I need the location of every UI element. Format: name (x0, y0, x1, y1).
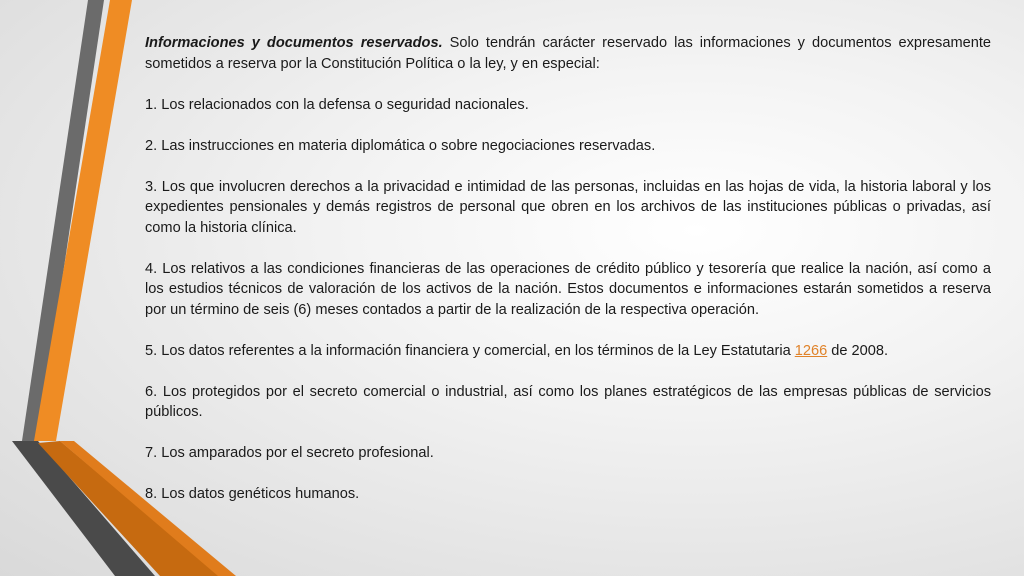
list-item-3: 3. Los que involucren derechos a la privacidad e intimidad de las personas, incluidas en las hojas de vida, la historia laboral y los expedientes pensionales y demás registros de personal que obren en los archivos de las instituciones públicas o privadas, así como la historia clínica. (145, 178, 991, 236)
list-item-2: 2. Las instrucciones en materia diplomática o sobre negociaciones reservadas. (145, 137, 656, 154)
intro-lead: Informaciones y documentos reservados. (145, 35, 443, 51)
law-1266-link[interactable]: 1266 (794, 342, 828, 359)
list-item-6: 6. Los protegidos por el secreto comercial o industrial, así como los planes estratégicos de las empresas públicas de servicios públicos. (145, 383, 991, 420)
slide-text (145, 33, 991, 525)
list-item-5 (145, 341, 991, 362)
intro-paragraph (145, 33, 991, 74)
list-item-5-text: 5. Los datos referentes a la información financiera y comercial, en los términos de la Ley Estatutaria (145, 342, 795, 359)
list-item-4: 4. Los relativos a las condiciones financieras de las operaciones de crédito público y tesorería que realice la nación, así como a los estudios técnicos de valoración de los activos de la nación. Estos documentos e informaciones estarán sometidos a reserva por un término de seis (6) meses contados a partir de la realización de la respectiva operación. (145, 260, 991, 318)
intro-text: Solo tendrán carácter reservado las informaciones y documentos expresamente sometidos a reserva por la Constitución Política o la ley, y en especial: (145, 35, 992, 72)
list-item-1: 1. Los relacionados con la defensa o seguridad nacionales. (145, 96, 529, 113)
list-item-7: 7. Los amparados por el secreto profesional. (145, 445, 434, 461)
list-item-8: 8. Los datos genéticos humanos. (145, 486, 360, 502)
list-item-5-tail: de 2008. (827, 342, 889, 359)
